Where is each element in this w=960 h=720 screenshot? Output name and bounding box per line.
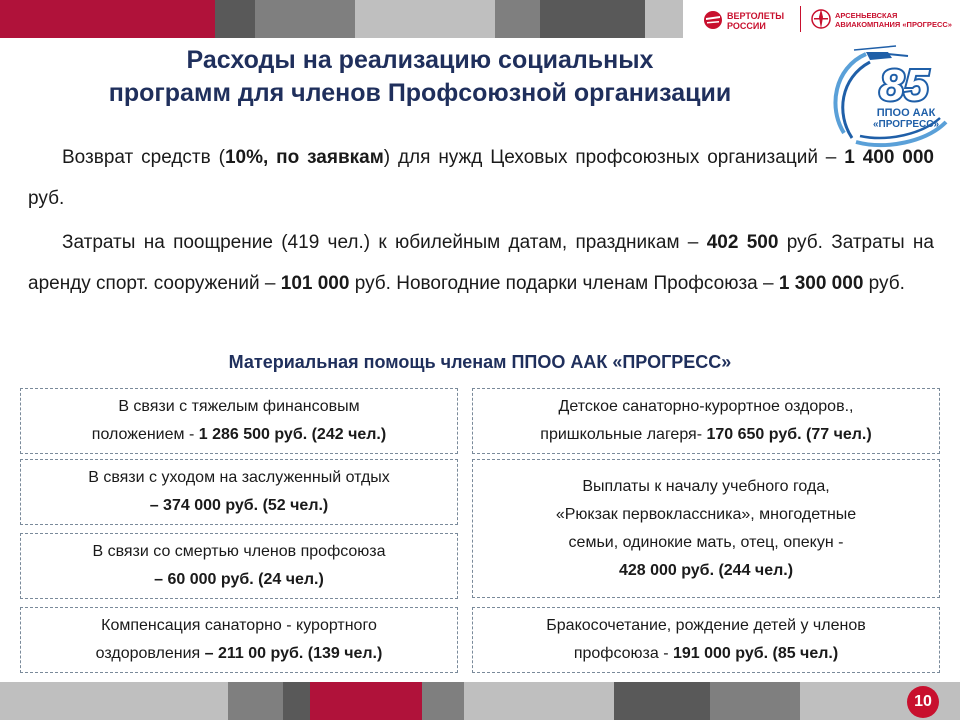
para1-bold-1: 10%, по заявкам (224, 147, 384, 168)
para2-bold-1: 402 500 (706, 232, 779, 253)
progress-company-logo (811, 6, 956, 34)
para1-text-3: руб. (28, 188, 65, 209)
aid-box-retirement (20, 459, 458, 525)
logo-right-line2: АВИАКОМПАНИЯ «ПРОГРЕСС» (835, 20, 952, 29)
top-decor-bar (0, 0, 960, 38)
para1-text-1: Возврат средств ( (62, 147, 225, 168)
emblem-number: 85 (879, 61, 929, 110)
para2-bold-3: 1 300 000 (778, 273, 864, 294)
box6-line2: «Рюкзак первоклассника», многодетные (555, 505, 857, 523)
box3-amount: – 60 000 руб. (24 чел.) (154, 571, 324, 588)
box1-line1: В связи с тяжелым финансовым (118, 398, 360, 415)
material-aid-heading: Материальная помощь членам ППОО ААК «ПРОГРЕСС» (228, 352, 732, 372)
para2-text-2: руб. Затраты на аренду спорт. сооружений – (28, 232, 934, 294)
aid-box-sanatorium-compensation (20, 607, 458, 673)
box7-plain: профсоюза - (573, 645, 673, 662)
box6-line1: Выплаты к началу учебного года, (582, 477, 830, 495)
logo-left-line1: ВЕРТОЛЕТЫ (727, 11, 785, 21)
box1-amount: 1 286 500 руб. (242 чел.) (198, 426, 387, 443)
progress-star-icon (811, 6, 831, 32)
box5-amount: 170 650 руб. (77 чел.) (706, 426, 872, 443)
box6-amount: 428 000 руб. (244 чел.) (618, 561, 794, 579)
aid-box-marriage-birth (472, 607, 940, 673)
box2-amount: – 374 000 руб. (52 чел.) (149, 497, 329, 514)
logo-divider (800, 6, 801, 32)
box5-plain: пришкольные лагеря- (540, 426, 707, 443)
box7-amount: 191 000 руб. (85 чел.) (672, 645, 839, 662)
bottom-decor-bar (0, 682, 960, 720)
box3-line1: В связи со смертью членов профсоюза (92, 543, 386, 560)
aid-box-death (20, 533, 458, 599)
paragraph-refund (28, 137, 934, 219)
title-line-1: Расходы на реализацию социальных (186, 46, 654, 74)
logo-right-line1: АРСЕНЬЕВСКАЯ (835, 11, 898, 20)
helicopters-russia-logo (703, 8, 783, 32)
page-number-badge: 10 (907, 686, 939, 718)
box1-plain: положением - (91, 426, 199, 443)
box2-line1: В связи с уходом на заслуженный отдых (88, 469, 390, 486)
title-line-2: программ для членов Профсоюзной организации (108, 79, 732, 107)
para2-text-3: руб. Новогодние подарки членам Профсоюза – (349, 273, 779, 294)
box7-line1: Бракосочетание, рождение детей у членов (546, 617, 866, 634)
box4-plain: оздоровления (95, 645, 205, 662)
logo-left-line2: РОССИИ (727, 21, 766, 31)
para1-bold-2: 1 400 000 (844, 147, 934, 168)
paragraph-expenses (28, 222, 934, 304)
aid-box-financial-hardship (20, 388, 458, 454)
box4-line1: Компенсация санаторно - курортного (101, 617, 377, 634)
box5-line1: Детское санаторно-курортное оздоров., (558, 398, 854, 415)
header-logos (683, 0, 960, 38)
helicopters-russia-icon (703, 10, 723, 30)
box6-line3: семьи, одинокие мать, отец, опекун - (568, 533, 844, 551)
para2-text-1: Затраты на поощрение (419 чел.) к юбилейным датам, праздникам – (62, 232, 707, 253)
page-title (20, 44, 820, 110)
para2-text-4: руб. (863, 273, 905, 294)
anniversary-85-emblem (826, 38, 954, 148)
emblem-line1: ППОО ААК (876, 107, 936, 119)
aid-box-children-camps (472, 388, 940, 454)
aid-box-school-payments (472, 459, 940, 598)
para1-text-2: ) для нужд Цеховых профсоюзных организаций – (383, 147, 845, 168)
emblem-line2: «ПРОГРЕСС» (872, 119, 940, 130)
para2-bold-2: 101 000 (280, 273, 350, 294)
box4-amount: – 211 00 руб. (139 чел.) (204, 645, 383, 662)
